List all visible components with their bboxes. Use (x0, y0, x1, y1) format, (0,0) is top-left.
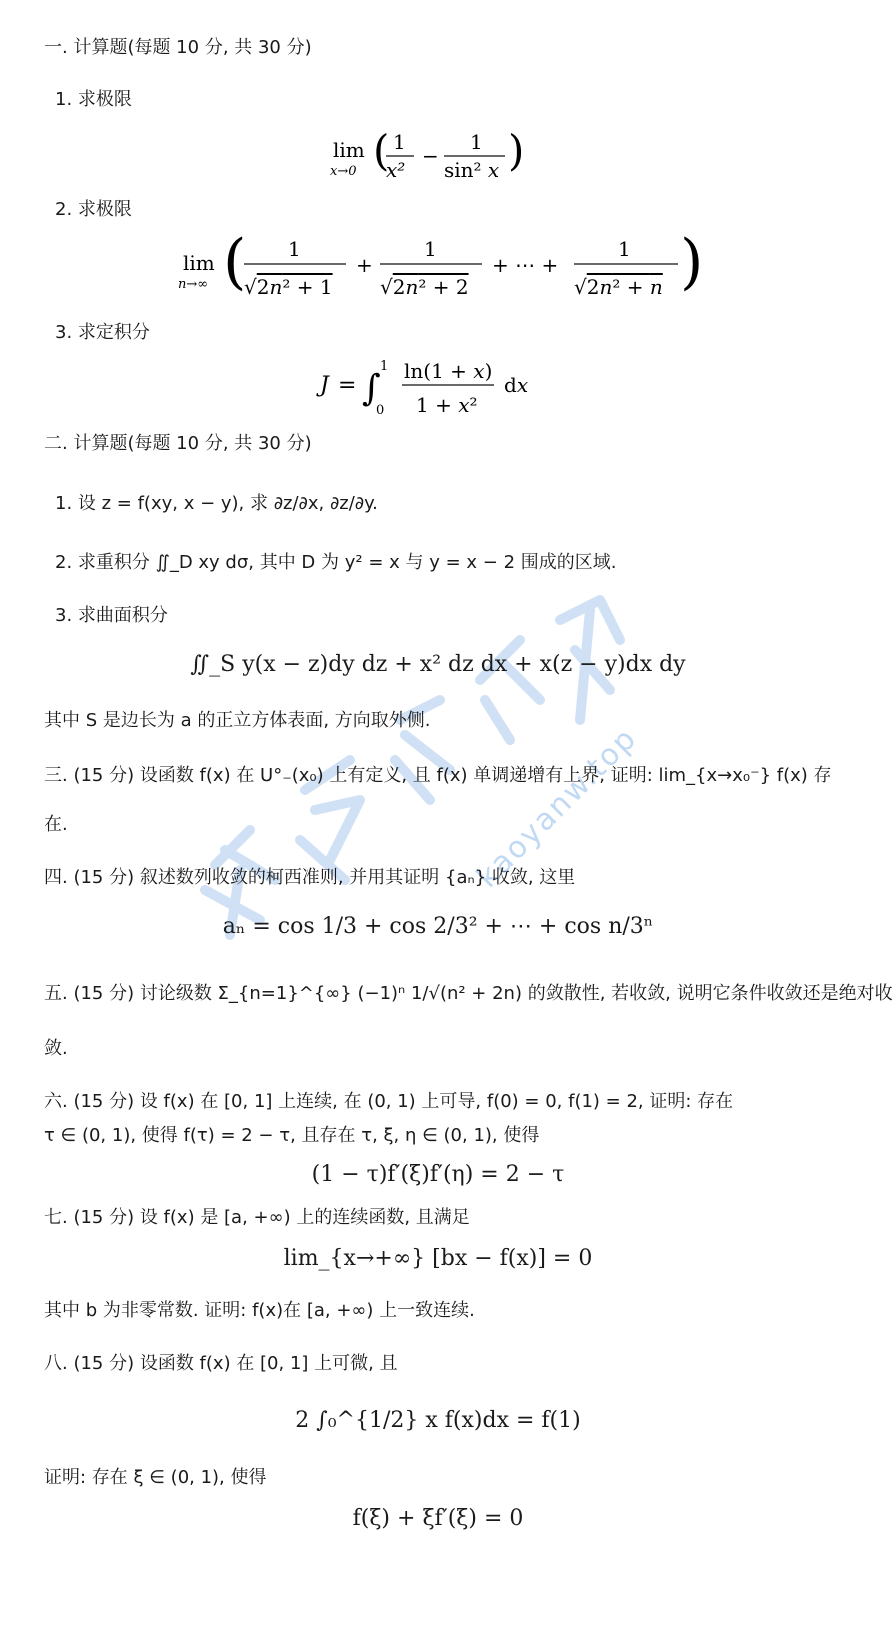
svg-text:1: 1 (380, 359, 389, 374)
section-8-text: 八. (15 分) 设函数 f(x) 在 [0, 1] 上可微, 且 (44, 1353, 398, 1374)
q7-equation: lim_{x→+∞} [bx − f(x)] = 0 (283, 1246, 593, 1271)
section-6-line1: 六. (15 分) 设 f(x) 在 [0, 1] 上连续, 在 (0, 1) 上可导, f(0) = 0, f(1) = 2, 证明: 存在 (44, 1091, 734, 1112)
svg-text:1 + x²: 1 + x² (416, 393, 478, 417)
svg-text:1: 1 (424, 237, 437, 261)
q7-note: 其中 b 为非零常数. 证明: f(x)在 [a, +∞) 上一致连续. (44, 1300, 475, 1321)
q8-equation-2: f(ξ) + ξf′(ξ) = 0 (352, 1506, 524, 1531)
svg-text:1: 1 (393, 130, 406, 154)
q2-2: 2. 求重积分 ∬_D xy dσ, 其中 D 为 y² = x 与 y = x − 2 围成的区域. (55, 552, 617, 573)
svg-text:√2n² + 2: √2n² + 2 (380, 275, 469, 299)
svg-text:√2n² + 1: √2n² + 1 (244, 275, 333, 299)
svg-text:=: = (338, 373, 357, 398)
q6-equation: (1 − τ)f′(ξ)f′(η) = 2 − τ (311, 1162, 565, 1187)
q1-3-label: 3. 求定积分 (55, 322, 150, 343)
svg-text:x²: x² (386, 158, 406, 182)
svg-text:J: J (320, 373, 329, 398)
q2-3-label: 3. 求曲面积分 (55, 605, 168, 626)
svg-text:x→0: x→0 (330, 164, 357, 179)
section-6-line2: τ ∈ (0, 1), 使得 f(τ) = 2 − τ, 且存在 τ, ξ, η ∈ (0, 1), 使得 (44, 1125, 540, 1146)
q4-equation: aₙ = cos 1/3 + cos 2/3² + ⋯ + cos n/3ⁿ (222, 914, 654, 939)
q1-3-equation (0, 350, 876, 431)
svg-text:lim: lim (183, 251, 215, 275)
svg-text:ln(1 + x): ln(1 + x) (404, 359, 493, 383)
svg-text:n→∞: n→∞ (178, 277, 209, 292)
svg-text:1: 1 (618, 237, 631, 261)
section-5-line1: 五. (15 分) 讨论级数 Σ_{n=1}^{∞} (−1)ⁿ 1/√(n² + 2n) 的敛散性, 若收敛, 说明它条件收敛还是绝对收 (44, 983, 893, 1004)
q1-1-equation (0, 125, 876, 198)
svg-text:1: 1 (470, 130, 483, 154)
svg-text:): ) (680, 227, 704, 297)
svg-text:0: 0 (376, 403, 385, 418)
section-7-text: 七. (15 分) 设 f(x) 是 [a, +∞) 上的连续函数, 且满足 (44, 1207, 470, 1228)
section-3-line1: 三. (15 分) 设函数 f(x) 在 U°₋(x₀) 上有定义, 且 f(x) 单调递增有上界, 证明: lim_{x→x₀⁻} f(x) 存 (44, 765, 832, 786)
q2-3-equation: ∬_S y(x − z)dy dz + x² dz dx + x(z − y)dx dy (190, 652, 686, 677)
section-3-line2: 在. (44, 814, 68, 835)
section-1-heading: 一. 计算题(每题 10 分, 共 30 分) (44, 37, 312, 58)
svg-text:−: − (422, 144, 439, 168)
watermark-url: kaoyanw.top (470, 720, 645, 895)
section-2-heading: 二. 计算题(每题 10 分, 共 30 分) (44, 433, 312, 454)
q2-3-note: 其中 S 是边长为 a 的正立方体表面, 方向取外侧. (44, 710, 431, 731)
svg-text:dx: dx (504, 373, 529, 397)
q1-2-label: 2. 求极限 (55, 199, 132, 220)
svg-text:sin² x: sin² x (444, 158, 500, 182)
q1-2-equation (0, 228, 876, 317)
svg-text:√2n² + n: √2n² + n (574, 275, 663, 299)
svg-text:1: 1 (288, 237, 301, 261)
section-5-line2: 敛. (44, 1038, 68, 1059)
q8-equation: 2 ∫₀^{1/2} x f(x)dx = f(1) (295, 1408, 581, 1433)
svg-text:∫: ∫ (362, 368, 381, 409)
q1-1-label: 1. 求极限 (55, 89, 132, 110)
q2-1: 1. 设 z = f(xy, x − y), 求 ∂z/∂x, ∂z/∂y. (55, 493, 378, 514)
svg-text:(: ( (223, 227, 247, 297)
q8-note: 证明: 存在 ξ ∈ (0, 1), 使得 (44, 1467, 267, 1488)
svg-text:+ ⋯ +: + ⋯ + (492, 253, 559, 277)
svg-text:lim: lim (333, 138, 365, 162)
svg-text:): ) (508, 126, 525, 175)
section-4-text: 四. (15 分) 叙述数列收敛的柯西准则, 并用其证明 {aₙ} 收敛, 这里 (44, 867, 576, 888)
svg-text:+: + (356, 253, 373, 277)
svg-text:(: ( (373, 126, 390, 175)
